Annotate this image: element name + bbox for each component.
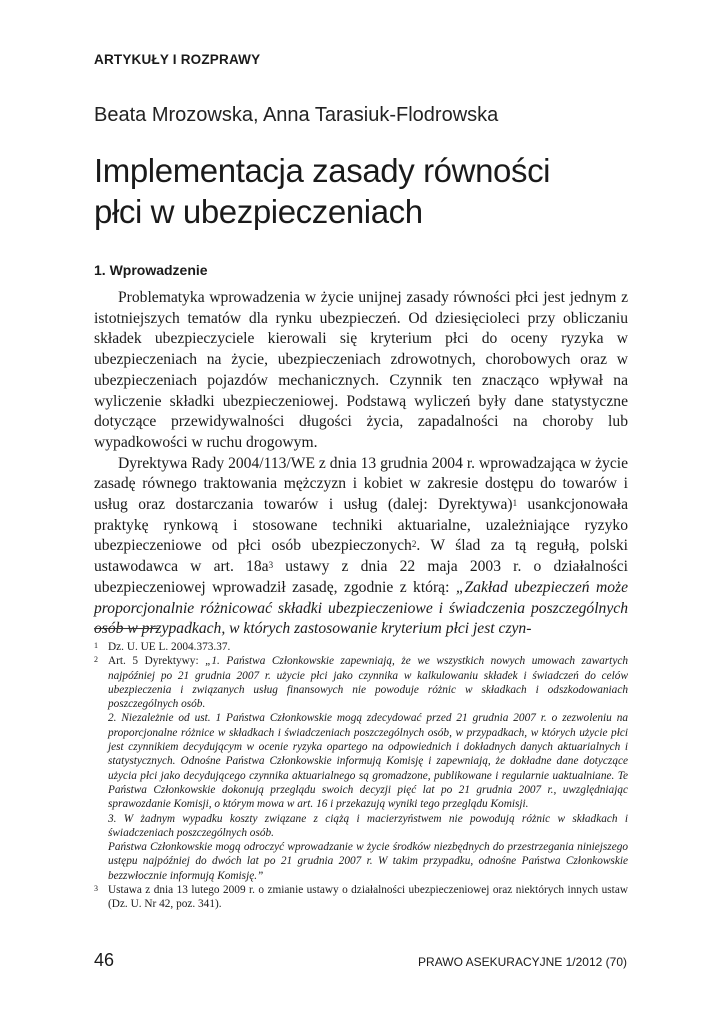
footnote-ref-3: 3 bbox=[268, 560, 274, 571]
paragraph-1: Problematyka wprowadzenia w życie unijnej zasady równości płci jest jednym z istotniejszych tematów dla rynku ubezpieczeń. Od dziesięcioleci przy obliczaniu składek ubezpieczyciele kierowali się kryterium płci do oceny ryzyka w ubezpieczeniach na życie, ubezpieczeniach zdrowotnych, chorobowych oraz w ubezpieczeniach pojazdów mechanicznych. Czynnik ten znacząco wpływał na wyliczenie składki ubezpieczeniowej. Podstawą wyliczeń były dane statystyczne dotyczące przewidywalności długości życia, zapadalności na choroby lub wypadkowości w ruchu drogowym. bbox=[94, 289, 628, 451]
footnote-ref-1: 1 bbox=[512, 498, 518, 509]
footnote-1 bbox=[94, 640, 628, 654]
section-label: ARTYKUŁY I ROZPRAWY bbox=[94, 52, 261, 67]
title-line-2: płci w ubezpieczeniach bbox=[94, 193, 423, 230]
paragraph-2-quote: „Zakład ubezpieczeń może proporcjonalnie różnicować składki ubezpieczeniowe i świadczenia poszczególnych osób w przypadkach, w których zastosowanie kryterium płci jest czyn- bbox=[94, 578, 628, 638]
page-number: 46 bbox=[94, 950, 115, 970]
footnote-3-number: 3 bbox=[94, 884, 98, 894]
title-line-1: Implementacja zasady równości bbox=[94, 152, 551, 189]
footnote-2-quote-1: „1. Państwa Członkowskie zapewniają, że we wszystkich nowych umowach zawartych najpóźniej po 21 grudnia 2007 r. użycie płci jako czynnika w kalkulowaniu składek i świadczeń do celów ubezpieczenia i związanych usług finansowych nie powoduje różnic w składkach i odszkodowaniach poszczególnych osób. bbox=[108, 655, 628, 711]
footnotes bbox=[94, 640, 628, 912]
footnote-2-quote-2: 2. Niezależnie od ust. 1 Państwa Członkowskie mogą zdecydować przed 21 grudnia 2007 r. o zezwoleniu na proporcjonalne różnice w składkach i świadczeniach poszczególnych osób, w przypadkach, w których użycie płci jest czynnikiem decydującym w ocenie ryzyka opartego na odpowiednich i dokładnych danych aktuarialnych i statystycznych. Odnośne Państwa Członkowskie informują Komisję i zapewniają, że dokładne dane dotyczące użycia płci jako decydującego czynnika aktuarialnego są gromadzone, publikowane i regularnie uaktualniane. Te Państwa Członkowskie dokonują przeglądu swoich decyzji pięć lat po 21 grudnia 2007 r., uwzględniając sprawozdanie Komisji, o którym mowa w art. 16 i przekazują wyniki tego przeglądu Komisji. bbox=[108, 712, 628, 811]
section-heading: 1. Wprowadzenie bbox=[94, 262, 208, 278]
paragraph-2 bbox=[94, 454, 628, 640]
paragraph-2-text-b: usankcjonowała praktykę rynkową i stosowane techniki aktuarialne, uzależniające ryzyko ubezpieczeniowe od płci osób ubezpieczonych bbox=[94, 496, 629, 555]
footnote-2-quote-4: Państwa Członkowskie mogą odroczyć wprowadzanie w życie środków niezbędnych do przestrzegania niniejszego ustępu najpóźniej do dwóch lat po 21 grudnia 2007 r. W takim przypadku, odnośne Państwa Członkowskie bezzwłocznie informują Komisję.” bbox=[108, 841, 628, 882]
footnote-2-lead: Art. 5 Dyrektywy: bbox=[108, 655, 206, 668]
article-title bbox=[94, 150, 654, 232]
paragraph-2-text-a: Dyrektywa Rady 2004/113/WE z dnia 13 grudnia 2004 r. wprowadzająca w życie zasadę równego traktowania mężczyzn i kobiet w zakresie dostępu do towarów i usług oraz dostarczania towarów i usług (dalej: Dyrektywa) bbox=[94, 454, 628, 514]
footnote-1-number: 1 bbox=[94, 641, 98, 650]
authors: Beata Mrozowska, Anna Tarasiuk-Flodrowska bbox=[94, 104, 499, 126]
footnote-2-quote-3: 3. W żadnym wypadku koszty związane z ciążą i macierzyństwem nie powodują różnic w składkach i świadczeniach poszczególnych osób. bbox=[108, 812, 628, 839]
paragraph-2-text-c: . W ślad za tą regułą, polski ustawodawca w art. 18a bbox=[94, 537, 628, 576]
footnote-1-text: Dz. U. UE L. 2004.373.37. bbox=[108, 641, 231, 653]
body-text bbox=[94, 288, 628, 640]
footnote-3 bbox=[94, 883, 628, 912]
journal-name: PRAWO ASEKURACYJNE 1/2012 (70) bbox=[418, 955, 627, 969]
footnote-ref-2: 2 bbox=[411, 539, 417, 550]
footnote-2-number: 2 bbox=[94, 655, 98, 665]
paragraph-2-text-d: ustawy z dnia 22 maja 2003 r. o działalności ubezpieczeniowej wprowadził zasadę, zgodnie z którą: bbox=[94, 558, 628, 596]
footnote-2 bbox=[94, 654, 628, 711]
footnote-divider bbox=[94, 628, 158, 629]
footnote-3-text: Ustawa z dnia 13 lutego 2009 r. o zmianie ustawy o działalności ubezpieczeniowej oraz niektórych innych ustaw (Dz. U. Nr 42, poz. 341). bbox=[108, 884, 628, 911]
